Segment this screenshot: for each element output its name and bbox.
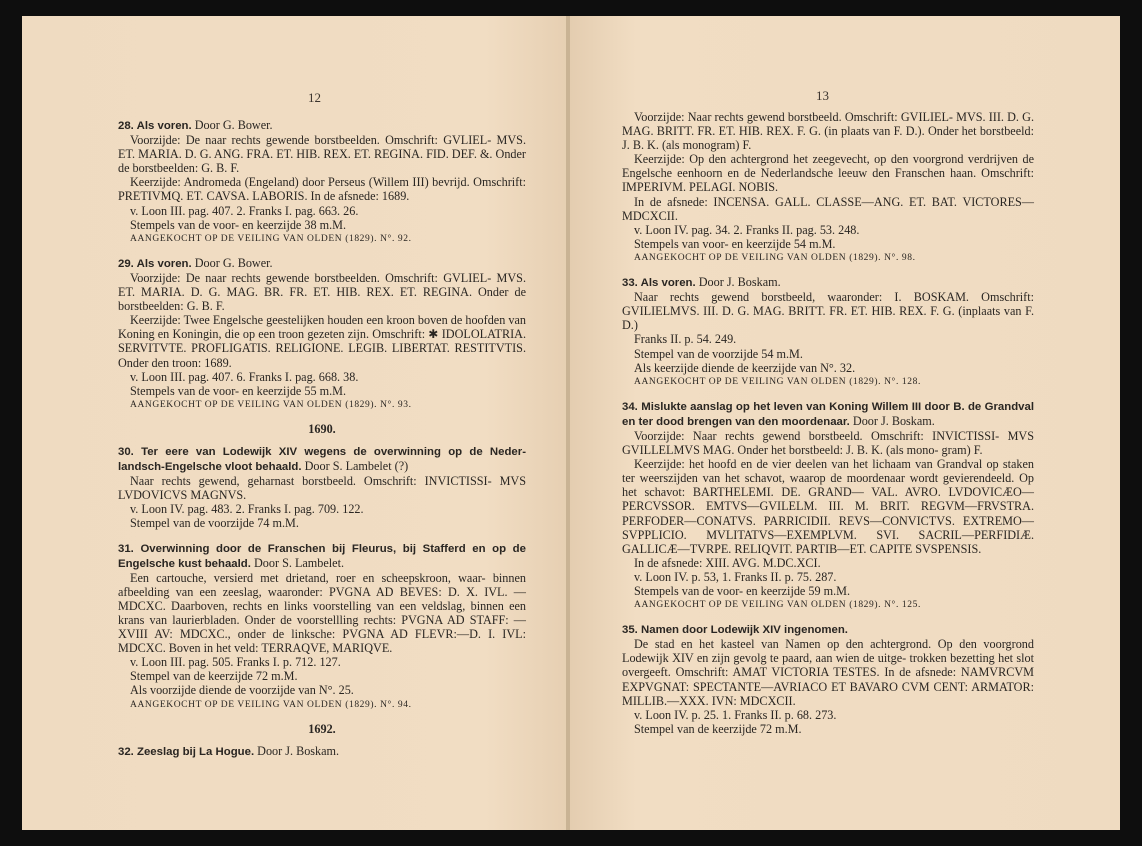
entry-byline: Door J. Boskam. (695, 275, 781, 290)
entry-heading (118, 541, 526, 571)
entry-heading (118, 444, 526, 474)
entry-number: 35. (622, 624, 638, 637)
entry-paragraph: AANGEKOCHT OP DE VEILING VAN OLDEN (1829). N°. 128. (634, 376, 921, 387)
entry-number: 34. (622, 400, 638, 413)
year-heading: 1690. (308, 421, 336, 436)
entry-paragraph: In de afsnede: XIII. AVG. M.DC.XCI. (634, 555, 821, 570)
entry-paragraph: Stempel van de voorzijde 74 m.M. (130, 516, 299, 531)
catalog-entry (118, 444, 526, 531)
entry-paragraph: Stempels van de voor- en keerzijde 38 m.M. (130, 217, 347, 232)
entry-paragraph: Stempels van voor- en keerzijde 54 m.M. (634, 236, 836, 251)
entry-title: Namen door Lodewijk XIV ingenomen. (641, 624, 848, 637)
entry-heading (118, 256, 526, 271)
entry-title: Als voren. (640, 277, 696, 290)
entry-paragraph: Als voorzijde diende de voorzijde van N°. 25. (130, 683, 354, 698)
catalog-entry (118, 118, 526, 246)
catalog-entry (622, 275, 1034, 389)
entry-heading (622, 275, 1034, 290)
page-text (118, 118, 526, 769)
entry-paragraph: Naar rechts gewend, geharnast borstbeeld. Omschrift: INVICTISSI- MVS LVDOVICVS MAGNVS. (118, 474, 526, 503)
entry-paragraph: Franks II. p. 54. 249. (634, 332, 737, 347)
entry-paragraph: Stempel van de keerzijde 72 m.M. (130, 669, 298, 684)
catalog-entry (118, 541, 526, 712)
entry-paragraph: Voorzijde: Naar rechts gewend borstbeeld. Omschrift: INVICTISSI- MVS GVILLELMVS MAG. Onder het borstbeeld: J. B. K. (als mono- gram) F. (622, 428, 1034, 458)
entry-number: 33. (622, 277, 638, 290)
entry-paragraph: v. Loon IV. p. 53, 1. Franks II. p. 75. 287. (634, 569, 837, 584)
entry-paragraph: Voorzijde: De naar rechts gewende borstbeelden. Omschrift: GVLIEL- MVS. ET. MARIA. D. G. MAG. BR. FR. ET. HIB. REX. ET. REGINA. Onder de borstbeelden: G. B. F. (118, 270, 526, 314)
entry-number: 32. (118, 745, 134, 758)
entry-paragraph: Voorzijde: De naar rechts gewende borstbeelden. Omschrift: GVLIEL- MVS. ET. MARIA. D. G. ANG. FRA. ET. HIB. REX. ET. REGINA. FID. DEF. &. Onder de borstbeelden: G. B. F. (118, 133, 526, 176)
entry-paragraph: Keerzijde: Andromeda (Engeland) door Perseus (Willem III) bevrijd. Omschrift: PRETIVMQ. ET. CAVSA. LABORIS. In de afsnede: 1689. (118, 175, 526, 204)
entry-title: Als voren. (136, 120, 192, 132)
right-page (570, 16, 1120, 830)
entry-paragraph: AANGEKOCHT OP DE VEILING VAN OLDEN (1829). N°. 94. (130, 699, 412, 710)
entry-title: Ter eere van Lodewijk XIV wegens de overwinning op de Neder- landsch-Engelsche vloot behaald. (118, 445, 526, 474)
entry-paragraph: Keerzijde: Op den achtergrond het zeegevecht, op den voorgrond verdrijven de Engelsche eenhoorn en de Nederlandsche leeuw den Franschen haan. Omschrift: IMPERIVM. PELAGI. NOBIS. (622, 152, 1034, 195)
entry-paragraph: v. Loon IV. pag. 34. 2. Franks II. pag. 53. 248. (634, 222, 860, 237)
entry-paragraph: v. Loon III. pag. 407. 6. Franks I. pag. 668. 38. (130, 369, 359, 384)
entry-paragraph: De stad en het kasteel van Namen op den achtergrond. Op den voorgrond Lodewijk XIV en zijn gevolg te paard, aan wien de uitge- trokken bezetting het slot overgeeft. Omschrift: AMAT VICTORIA TESTES. In de afsnede: NAMVRCVM EXPVGNAT: SPECTANTE—AVRIACO ET BAVARO CVM CENT: ARMATOR: MILLIB.—XXX. IVN: MDCXCII. (622, 637, 1034, 708)
entry-heading (622, 622, 1034, 637)
entry-paragraph: Stempels van de voor- en keerzijde 59 m.M. (634, 584, 851, 598)
entry-heading (622, 399, 1034, 429)
entry-byline: Door J. Boskam. (254, 743, 340, 758)
year-heading: 1692. (308, 721, 336, 736)
entry-paragraph: v. Loon III. pag. 505. Franks I. p. 712. 127. (130, 655, 341, 670)
catalog-entry (118, 744, 526, 759)
entry-number: 31. (118, 542, 134, 555)
entry-number: 29. (118, 257, 134, 270)
catalog-entry (622, 399, 1034, 612)
entry-paragraph: Voorzijde: Naar rechts gewend borstbeeld. Omschrift: GVILIEL- MVS. III. D. G. MAG. BRITT. FR. ET. HIB. REX. F. G. (in plaats van F. D.). Onder het borstbeeld: J. B. K. (als monogram) F. (622, 110, 1034, 153)
entry-paragraph: Stempel van de keerzijde 72 m.M. (634, 721, 802, 736)
entry-byline: Door S. Lambelet (?) (301, 459, 409, 474)
entry-heading (118, 744, 526, 759)
catalog-entry (622, 622, 1034, 736)
entry-heading (118, 118, 526, 133)
entry-paragraph: v. Loon IV. pag. 483. 2. Franks I. pag. 709. 122. (130, 502, 364, 517)
page-text (622, 110, 1034, 746)
catalog-entry (118, 256, 526, 412)
entry-paragraph: Een cartouche, versierd met drietand, roer en scheepskroon, waar- binnen afbeelding van een zeeslag, waaronder: PVGNA AD BEVES: D. X. IVL. — MDCXC. Daarboven, rechts en links voorstelling van een veldslag, binnen een krans van laurierbladen. Onder de voorstellling rechts: PVGNA AD STAFF: — XVIII AV: MDCXC., onder de linksche: PVGNA AD FLEVR:—D. I. IVL: MDCXC. Boven in het veld: TERRAQVE, MARIQVE. (118, 570, 526, 656)
left-page (22, 16, 568, 830)
entry-title: Als voren. (136, 257, 192, 270)
page-number: 13 (816, 88, 829, 103)
entry-byline: Door G. Bower. (191, 118, 273, 132)
entry-paragraph: Stempel van de voorzijde 54 m.M. (634, 346, 803, 361)
entry-title: Mislukte aanslag op het leven van Koning Willem III door B. de Grandval en ter dood brengen van den moordenaar. (622, 400, 1035, 428)
entry-byline: Door G. Bower. (191, 255, 273, 270)
page-number: 12 (308, 90, 321, 105)
entry-byline: Door J. Boskam. (849, 413, 935, 428)
entry-paragraph: Naar rechts gewend borstbeeld, waaronder: I. BOSKAM. Omschrift: GVILIELMVS. III. D. G. MAG. BRITT. FR. ET. HIB. REX. F. G. (inplaats van F. D.) (622, 290, 1034, 333)
entry-number: 30. (118, 445, 134, 458)
entry-paragraph: Keerzijde: het hoofd en de vier deelen van het lichaam van Grandval op staken ter weerszijden van het schavot, waarop de moordenaar wordt gevierendeeld. Op het schavot: BARTHELEMI. DE. GRAND— VAL. AVRO. LVDOVICÆO—PERCVSSOR. EMTVS—GVILELM. III. M. BRIT. REGVM—FRVSTRA. PERFODER—CONATVS. PARRICIDII. REVS—CONVICTVS. EXTREMO—SVPPLICIO. MVLITATVS—EXEMPLVM. SVI. SACRIL—PERFIDIÆ. GALLICÆ—TVRPE. RELIQVIT. PARTIB—ET. CAPITE SVSPENSIS. (622, 457, 1034, 556)
entry-title: Overwinning door de Franschen bij Fleurus, bij Stafferd en op de Engelsche kust behaald. (118, 542, 526, 570)
entry-paragraph: Keerzijde: Twee Engelsche geestelijken houden een kroon boven de hoofden van Koning en Koningin, die op een troon gezeten zijn. Omschrift: ✱ IDOLOLATRIA. SERVITVTE. PROFLIGATIS. RELIGIONE. LEGIB. LIBERTAT. RESTITVTIS. Onder den troon: 1689. (118, 313, 526, 370)
entry-paragraph: AANGEKOCHT OP DE VEILING VAN OLDEN (1829). N°. 93. (130, 399, 412, 410)
entry-paragraph: Stempels van de voor- en keerzijde 55 m.M. (130, 383, 347, 398)
entry-byline: Door S. Lambelet. (250, 555, 345, 570)
entry-number: 28. (118, 120, 134, 132)
entry-title: Zeeslag bij La Hogue. (137, 745, 255, 758)
entry-paragraph: AANGEKOCHT OP DE VEILING VAN OLDEN (1829). N°. 92. (130, 233, 412, 244)
catalog-entry (622, 110, 1034, 265)
entry-paragraph: v. Loon III. pag. 407. 2. Franks I. pag. 663. 26. (130, 203, 359, 218)
entry-paragraph: AANGEKOCHT OP DE VEILING VAN OLDEN (1829). N°. 98. (634, 252, 916, 263)
entry-paragraph: Als keerzijde diende de keerzijde van N°. 32. (634, 360, 856, 375)
entry-paragraph: AANGEKOCHT OP DE VEILING VAN OLDEN (1829). N°. 125. (634, 600, 921, 611)
entry-paragraph: In de afsnede: INCENSA. GALL. CLASSE—ANG. ET. BAT. VICTORES— MDCXCII. (622, 194, 1034, 223)
entry-paragraph: v. Loon IV. p. 25. 1. Franks II. p. 68. 273. (634, 707, 837, 722)
